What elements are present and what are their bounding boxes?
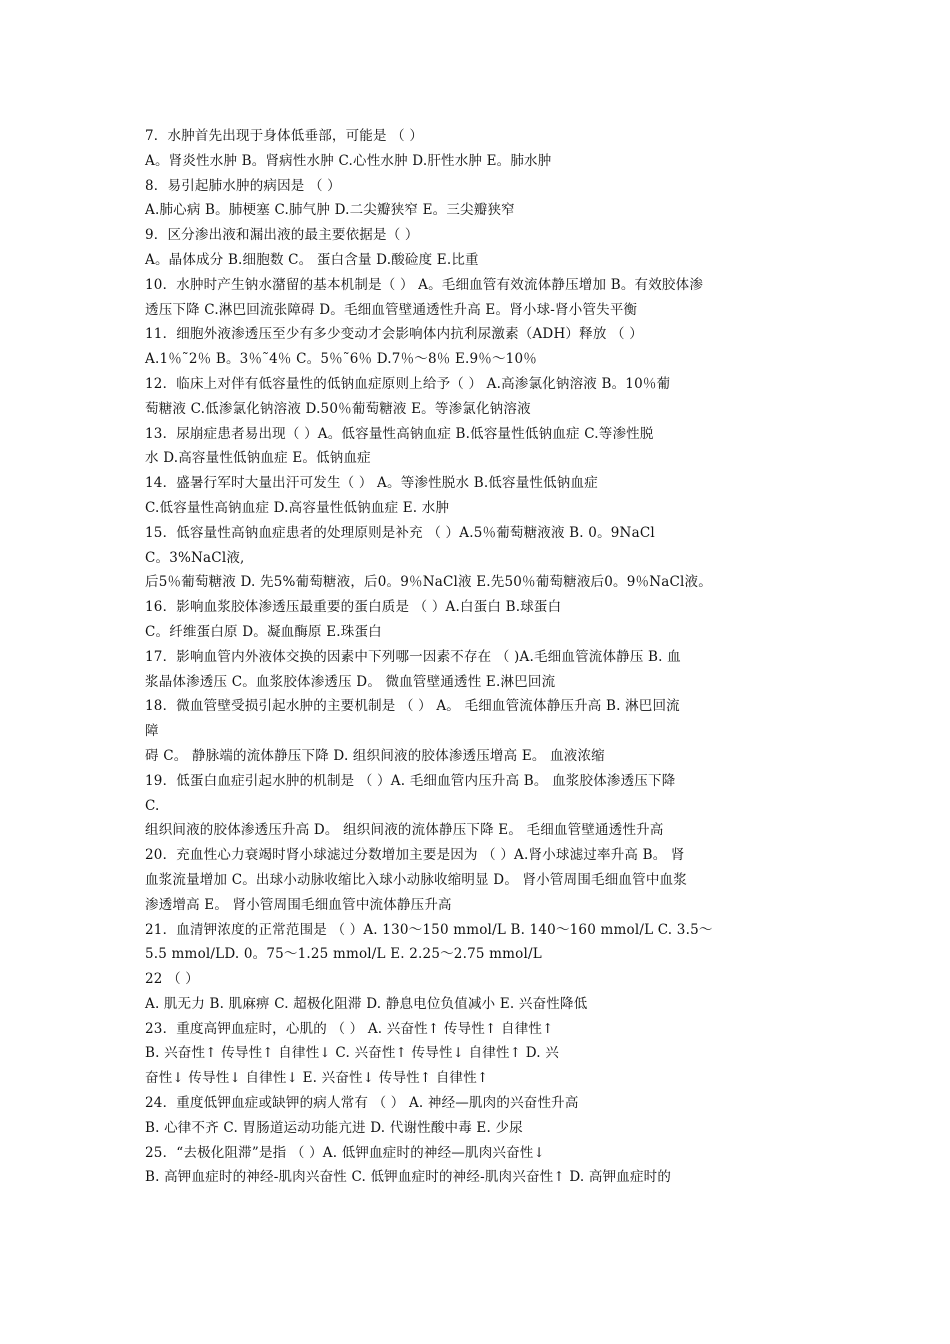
text-line: 17．影响血管内外液体交换的因素中下列哪一因素不存在 （ )A.毛细血管流体静压 B. 血 bbox=[145, 648, 681, 665]
text-line: 15．低容量性高钠血症患者的处理原则是补充 （ ）A.5％葡萄糖液液 B. 0。9NaCl bbox=[145, 524, 655, 541]
text-line: C。纤维蛋白原 D。凝血酶原 E.珠蛋白 bbox=[145, 623, 382, 640]
text-line: 23．重度高钾血症时，心肌的 （ ） A. 兴奋性↑ 传导性↑ 自律性↑ bbox=[145, 1020, 554, 1037]
text-line: 7．水肿首先出现于身体低垂部，可能是 （ ） bbox=[145, 128, 424, 144]
text-line: B. 高钾血症时的神经-肌肉兴奋性 C. 低钾血症时的神经-肌肉兴奋性↑ D. 高钾血症时的 bbox=[145, 1169, 672, 1186]
text-line: 水 D.高容量性低钠血症 E。低钠血症 bbox=[145, 450, 371, 467]
text-line: 22 （ ） bbox=[145, 971, 199, 988]
text-line: 萄糖液 C.低渗氯化钠溶液 D.50％葡萄糖液 E。等渗氯化钠溶液 bbox=[145, 400, 531, 417]
text-line: 障 bbox=[145, 723, 159, 740]
text-line: A.1％˜2％ B。3％˜4％ C。5％˜6％ D.7％～8％ E.9％～10％ bbox=[145, 351, 537, 368]
text-line: 组织间液的胶体渗透压升高 D。 组织间液的流体静压下降 E。 毛细血管壁通透性升高 bbox=[145, 822, 664, 839]
text-line: A。晶体成分 B.细胞数 C。 蛋白含量 D.酸硷度 E.比重 bbox=[145, 251, 479, 268]
text-line: 浆晶体渗透压 C。血浆胶体渗透压 D。 微血管壁通透性 E.淋巴回流 bbox=[145, 673, 556, 690]
text-line: 10．水肿时产生钠水潴留的基本机制是（ ） A。毛细血管有效流体静压增加 B。有效胶体渗 bbox=[145, 276, 704, 293]
text-line: 12．临床上对伴有低容量性的低钠血症原则上给予（ ） A.高渗氯化钠溶液 B。10％葡 bbox=[145, 375, 671, 392]
text-line: B. 心律不齐 C. 胃肠道运动功能亢进 D. 代谢性酸中毒 E. 少尿 bbox=[145, 1119, 523, 1136]
text-line: B. 兴奋性↑ 传导性↑ 自律性↓ C. 兴奋性↑ 传导性↓ 自律性↑ D. 兴 bbox=[145, 1045, 559, 1062]
text-line: 13．尿崩症患者易出现（ ）A。低容量性高钠血症 B.低容量性低钠血症 C.等渗性脱 bbox=[145, 425, 654, 442]
text-line: 24．重度低钾血症或缺钾的病人常有 （ ） A. 神经—肌肉的兴奋性升高 bbox=[145, 1095, 579, 1112]
text-line: A. 肌无力 B. 肌麻痹 C. 超极化阻滞 D. 静息电位负值减小 E. 兴奋性降低 bbox=[145, 995, 588, 1012]
text-line: 8．易引起肺水肿的病因是 （ ） bbox=[145, 177, 341, 194]
text-line: A。肾炎性水肿 B。肾病性水肿 C.心性水肿 D.肝性水肿 E。肺水肿 bbox=[145, 152, 552, 169]
text-line: 透压下降 C.淋巴回流张障碍 D。毛细血管壁通透性升高 E。肾小球-肾小管失平衡 bbox=[145, 301, 638, 318]
text-line: 25．“去极化阻滞”是指 （ ）A. 低钾血症时的神经—肌肉兴奋性↓ bbox=[145, 1144, 546, 1161]
text-line: A.肺心病 B。肺梗塞 C.肺气肿 D.二尖瓣狭窄 E。三尖瓣狭窄 bbox=[145, 202, 515, 219]
text-line: 9．区分渗出液和漏出液的最主要依据是（ ） bbox=[145, 227, 419, 244]
text-line: 血浆流量增加 C。出球小动脉收缩比入球小动脉收缩明显 D。 肾小管周围毛细血管中血浆 bbox=[145, 871, 687, 888]
text-line: C. bbox=[145, 797, 160, 814]
text-line: 20．充血性心力衰竭时肾小球滤过分数增加主要是因为 （ ）A.肾小球滤过率升高 B。 肾 bbox=[145, 847, 685, 864]
question-text-block bbox=[145, 124, 845, 1190]
text-line: 18．微血管壁受损引起水肿的主要机制是 （ ） A。 毛细血管流体静压升高 B. 淋巴回流 bbox=[145, 698, 680, 715]
text-line: C。3%NaCl液, bbox=[145, 549, 245, 566]
text-line: 碍 C。 静脉端的流体静压下降 D. 组织间液的胶体渗透压增高 E。 血液浓缩 bbox=[145, 747, 605, 764]
text-line: 后5％葡萄糖液 D. 先5%葡萄糖液，后0。9％NaCl液 E.先50％葡萄糖液后0。9％NaCl液。 bbox=[145, 574, 712, 591]
text-line: 19．低蛋白血症引起水肿的机制是 （ ）A. 毛细血管内压升高 B。 血浆胶体渗透压下降 bbox=[145, 772, 676, 789]
text-line: C.低容量性高钠血症 D.高容量性低钠血症 E. 水肿 bbox=[145, 499, 450, 516]
text-line: 14．盛暑行军时大量出汗可发生（ ） A。等渗性脱水 B.低容量性低钠血症 bbox=[145, 475, 598, 492]
text-line: 21．血清钾浓度的正常范围是 （ ）A. 130～150 mmol/L B. 140～160 mmol/L C. 3.5～ bbox=[145, 921, 713, 938]
text-line: 5.5 mmol/LD. 0。75～1.25 mmol/L E. 2.25～2.75 mmol/L bbox=[145, 946, 542, 963]
text-line: 渗透增高 E。 肾小管周围毛细血管中流体静压升高 bbox=[145, 896, 452, 913]
text-line: 奋性↓ 传导性↓ 自律性↓ E. 兴奋性↓ 传导性↑ 自律性↑ bbox=[145, 1070, 489, 1087]
text-line: 16．影响血浆胶体渗透压最重要的蛋白质是 （ ）A.白蛋白 B.球蛋白 bbox=[145, 599, 562, 616]
text-line: 11．细胞外液渗透压至少有多少变动才会影响体内抗利尿激素（ADH）释放 （ ） bbox=[145, 326, 643, 343]
